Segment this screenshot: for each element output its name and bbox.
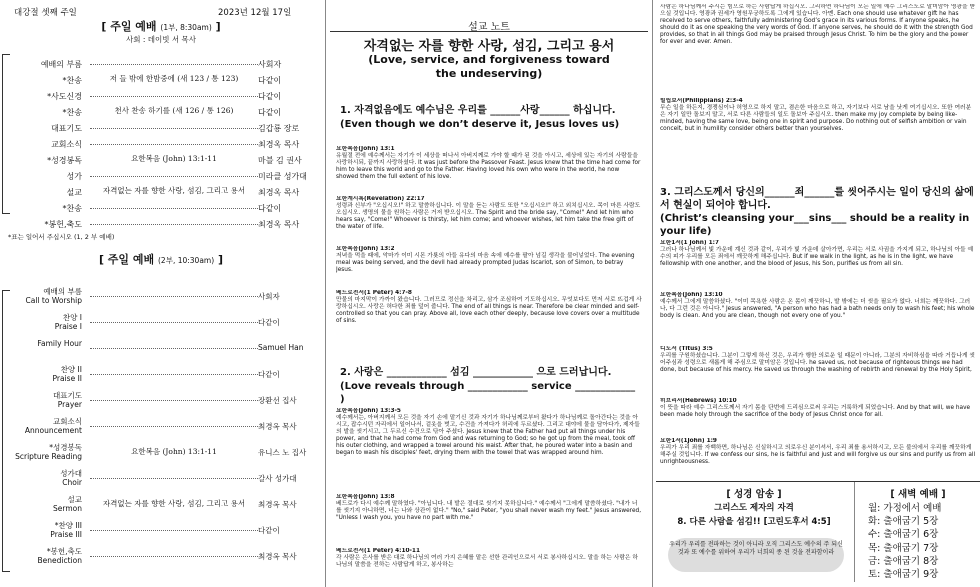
service1-item <box>0 120 322 136</box>
dawn-service-day: 목: 출애굽기 7장 <box>868 542 939 554</box>
sermon-notes-label: 설교 노트 <box>468 22 510 33</box>
service2-item <box>0 339 322 363</box>
title-divider <box>330 31 648 32</box>
service2-item <box>0 469 322 493</box>
order-leader: 갈사 성가대 <box>258 474 297 483</box>
column-divider <box>325 0 326 587</box>
verse-phil-2-3: 빌립보서(Philippians) 2:3-4 무슨 일을 하든지, 경쟁심이나 허영으로 하지 말고, 겸손한 마음으로 하고, 자기보다 서로 남을 낫게 여기십시오. 또한 여러분은 자기 일만 돌보지 말고, 서로 다른 사람들의 일도 돌보아 주십시오. then make my joy complete by being like-minded, having the same love, being one in spirit and purpose. Do nothing out of selfish ambition or vain conceit, but in humility consider others better than yourselves. <box>660 98 972 132</box>
leader-dots <box>90 478 258 479</box>
column-divider <box>652 0 653 587</box>
order-label: *찬송 <box>62 108 82 117</box>
order-label: 예배의 부름 Call to Worship <box>25 287 82 305</box>
order-label: *봉헌,축도 Benediction <box>37 547 82 565</box>
order-label: *찬송 <box>62 204 82 213</box>
service1-preacher: 사회 : 데이빗 서 목사 <box>125 35 197 44</box>
service2-item <box>0 287 322 311</box>
order-leader: 다같이 <box>258 108 282 117</box>
order-leader: 최경옥 목사 <box>258 422 297 431</box>
order-leader: 사회자 <box>258 60 282 69</box>
service2-item <box>0 547 322 571</box>
order-label: 대표기도 <box>51 124 82 133</box>
service2-item <box>0 417 322 441</box>
order-label: 대표기도 Prayer <box>53 391 82 409</box>
order-label: 설교 <box>66 188 82 197</box>
verse-john-13-1: 요한복음(John) 13:1 유월절 전에 예수께서는 자기가 이 세상을 떠나서 아버지께로 가야 할 때가 된 것을 아시고, 세상에 있는 자기의 사람들을 사랑하시되, 끝까지 사랑하셨다. It was just before the Passover Feast. Jesus knew that the time had come for him to leave this world and go to the Father. Having loved his own who were in the world, he now showed them the full extent of his love. <box>336 146 641 180</box>
verse-hebrews-10-10: 히브리서(Hebrews) 10:10 이 뜻을 따라 예수 그리스도께서 자기 몸을 단번에 드리심으로써 우리는 거룩하게 되었습니다. And by that will, we have been made holy through the sacrifice of the body of Jesus Christ once for all. <box>660 398 971 418</box>
order-label: 교회소식 Announcement <box>24 417 82 435</box>
order-leader: 다같이 <box>258 92 282 101</box>
leader-dots <box>90 348 258 349</box>
bottom-box-divider <box>854 482 855 582</box>
order-label: *성경봉독 Scripture Reading <box>15 443 82 461</box>
memorize-line2: 8. 다른 사람을 섬김!! [고린도후서 4:5] <box>677 517 831 527</box>
dawn-service-day: 월: 가정에서 예배 <box>868 503 942 514</box>
order-leader: 최경옥 목사 <box>258 500 297 509</box>
order-label: Family Hour <box>37 339 82 348</box>
service2-item <box>0 313 322 337</box>
order-label: *사도신경 <box>47 92 82 101</box>
order-leader: 최경옥 목사 <box>258 188 300 197</box>
service1-item <box>0 216 322 232</box>
service1-title: [ 주일 예배 (1부, 8:30am) ] <box>101 20 221 33</box>
order-label: 찬양 I Praise I <box>54 313 82 331</box>
order-leader: 다같이 <box>258 204 282 213</box>
memorize-verse: 우리가 우리를 전파하는 것이 아니라 오직 그리스도 예수의 주 되신 것과 또 예수를 위하여 우리가 너희의 종 된 것을 전파함이라 <box>668 538 844 572</box>
bottom-divider <box>656 481 980 482</box>
sermon-title-en: (Love, service, and forgiveness toward the undeserving) <box>368 53 610 80</box>
order-leader: 다같이 <box>258 370 280 379</box>
sermon-title-ko: 자격없는 자를 향한 사랑, 섬김, 그리고 용서 <box>363 39 615 54</box>
service1-item <box>0 104 322 120</box>
dawn-service-day: 토: 출애굽기 9장 <box>868 569 939 580</box>
verse-1peter-4-7: 베드로전서(1 Peter) 4:7-8 만물의 마지막이 가까이 왔습니다. 그러므로 정신을 차리고, 삼가 조심하여 기도하십시오. 무엇보다도 먼저 서로 뜨겁게 사랑하십시오. 사랑은 허다한 죄를 덮어 줍니다. The end of all things is near. Therefore be clear minded and self-controlled so that you can pray. Above all, love each other deeply, because love covers over a multitude of sins. <box>336 290 642 324</box>
order-leader: 다같이 <box>258 76 282 85</box>
leader-dots <box>90 374 258 375</box>
order-leader: 장환선 집사 <box>258 396 297 405</box>
order-label: 설교 Sermon <box>53 495 82 513</box>
leader-dots <box>90 176 258 177</box>
leader-dots <box>90 224 258 225</box>
order-label: *성경봉독 <box>47 156 82 165</box>
leader-dots <box>90 400 258 401</box>
order-label: *봉헌,축도 <box>44 220 82 229</box>
service2-item <box>0 391 322 415</box>
service2-item <box>0 521 322 545</box>
service1-item <box>0 88 322 104</box>
point1-en: (Even though we don’t deserve it, Jesus loves us) <box>340 119 620 130</box>
standing-note: *표는 일어서 주십시오 (1, 2 부 예배) <box>8 233 115 241</box>
service1-item <box>0 184 322 200</box>
memorize-line1: 그리스도 제자의 자격 <box>714 503 794 513</box>
order-label: 성가대 Choir <box>60 469 82 487</box>
order-detail: 요한복음 (John) 13:1-11 <box>90 153 258 164</box>
order-leader: 다같이 <box>258 318 280 327</box>
dawn-service-title: [ 새벽 예배 ] <box>890 489 946 500</box>
order-label: 성가 <box>66 172 82 181</box>
leader-dots <box>90 96 258 97</box>
verse-titus-3-5: 디도서 (Titus) 3:5 우리를 구원하셨습니다. 그분이 그렇게 하신 것은, 우리가 행한 의로운 일 때문이 아니라, 그분의 자비하심을 따라 거듭나게 씻어주심과 성령으로 새롭게 해 주심으로 말미암은 것입니다. he saved us, not because of righteous things we had done, but because of his mercy. He saved us through the washing of rebirth and renewal by the Holy Spirit, <box>660 346 976 373</box>
leader-dots <box>90 208 258 209</box>
order-leader: 마블 김 권사 <box>258 156 302 165</box>
verse-john-13-2: 요한복음(John) 13:2 저녁을 먹을 때에, 악마가 이미 시몬 가룟의 아들 유다의 마음 속에 예수를 팔아 넘길 생각을 불어넣었다. The evening meal was being served, and the devil had already prompted Judas Iscariot, son of Simon, to betray Jesus. <box>336 246 635 273</box>
order-label: *찬양 III Praise III <box>50 521 82 539</box>
sermon-notes-continued-column <box>656 0 980 587</box>
point1-ko: 1. 자격없음에도 예수님은 우리를 ______사랑______ 하십니다. <box>340 105 616 116</box>
service2-item <box>0 365 322 389</box>
service2-title: [ 주일 예배 (2부, 10:30am) ] <box>98 253 224 266</box>
order-label: 예배의 부름 <box>40 60 82 69</box>
order-leader: 미라클 성가대 <box>258 172 307 181</box>
point3-en: (Christ’s cleansing your___sins___ should be a reality in your life) <box>660 213 970 237</box>
order-detail: 저 들 밖에 한밤중에 (새 123 / 통 123) <box>90 73 258 84</box>
service1-item <box>0 136 322 152</box>
verse-1john-1-9: 요한1서(1John) 1:9 우리가 우리 죄를 자백하면, 하나님은 신실하시고 의로우신 분이셔서, 우리 죄를 용서하시고, 모든 불의에서 우리를 깨끗하게 해주실 것입니다. If we confess our sins, he is faithful and just and will forgive us our sins and purify us from all unrighteousness. <box>660 438 976 465</box>
week-label: 대강절 셋째 주일 <box>14 8 77 18</box>
verse-1peter-4-10-cont: 사람은 하나님께서 주시는 힘으로 하는 사람답게 하십시오. 그리하면 하나님이 모든 일에 예수 그리스도로 말미암아 영광을 받으실 것입니다. 영광과 권세가 영원무궁하도록 그에게 있습니다. 아멘. Each one should use whatever gift he has received to serve others, faithfully administering God’s grace in its various forms. If anyone speaks, he should do it as one speaking the very words of God. If anyone serves, he should do it with the strength God provides, so that in all things God may be praised through Jesus Christ. To him be the glory and the power for ever and ever. Amen. <box>660 4 976 45</box>
leader-dots <box>90 530 258 531</box>
order-leader: 최경옥 목사 <box>258 220 300 229</box>
leader-dots <box>90 144 258 145</box>
verse-john-13-10: 요한복음(John) 13:10 예수께서 그에게 말씀하셨다. "이미 목욕한 사람은 온 몸이 깨끗하니, 발 밖에는 더 씻을 필요가 없다. 너희는 깨끗하다. 그러나, 다 그런 것은 아니다." Jesus answered, "A person who has had a bath needs only to wash his feet; his whole body is clean. And you are clean, though not every one of you." <box>660 292 975 319</box>
order-leader: Samuel Han <box>258 343 304 352</box>
date-label: 2023년 12월 17일 <box>218 8 292 18</box>
verse-1john-1-7: 요한1서(1 John) 1:7 그러나 하나님께서 빛 가운데 계신 것과 같이, 우리가 빛 가운데 살아가면, 우리는 서로 사귐을 가지게 되고, 하나님의 아들 예수의 피가 우리를 모든 죄에서 깨끗하게 해주십니다. But if we walk in the light, as he is in the light, we have fellowship with one another, and the blood of Jesus, his Son, purifies us from all sin. <box>660 240 974 267</box>
worship-order-column <box>0 0 322 587</box>
order-detail: 천사 찬송 하기를 (새 126 / 통 126) <box>90 105 258 116</box>
point3-ko: 3. 그리스도께서 당신의______죄______를 씻어주시는 일이 당신의 삶에서 현실이 되어야 합니다. <box>660 187 974 211</box>
order-leader: 최경옥 목사 <box>258 552 297 561</box>
sermon-notes-column <box>330 0 648 587</box>
dawn-service-day: 화: 출애굽기 5장 <box>868 516 939 528</box>
leader-dots <box>90 556 258 557</box>
order-detail: 요한복음 (John) 13:1-11 <box>90 446 258 457</box>
order-detail: 자격없는 자를 향한 사랑, 섬김, 그리고 용서 <box>90 185 258 196</box>
leader-dots <box>90 128 258 129</box>
order-detail: 자격없는 자를 향한 사랑, 섬김, 그리고 용서 <box>90 498 258 509</box>
order-label: 교회소식 <box>51 140 82 149</box>
service1-item <box>0 200 322 216</box>
order-leader: 사회자 <box>258 292 280 301</box>
order-leader: 유니스 노 집사 <box>258 448 307 457</box>
point2-en: (Love reveals through ____________ service ____________ ) <box>340 381 636 405</box>
leader-dots <box>90 426 258 427</box>
leader-dots <box>90 64 258 65</box>
leader-dots <box>90 322 258 323</box>
order-leader: 최경옥 목사 <box>258 140 300 149</box>
memorize-title: [ 성경 암송 ] <box>726 489 782 500</box>
order-leader: 다같이 <box>258 526 280 535</box>
order-leader: 김갑룡 장로 <box>258 124 300 133</box>
order-label: *찬송 <box>62 76 82 85</box>
service2-item <box>0 495 322 519</box>
dawn-service-day: 수: 출애굽기 6장 <box>868 529 939 541</box>
verse-john-13-3: 요한복음(John) 13:3-5 예수께서는, 아버지께서 모든 것을 자기 손에 맡기신 것과 자기가 하나님께로부터 왔다가 하나님께로 돌아간다는 것을 아시고, 잡수시던 자리에서 일어나서, 겉옷을 벗고, 수건을 가져다가 허리에 두르셨다. 그리고 대야에 물을 담아다가, 제자들의 발을 씻기시고, 그 두르신 수건으로 닦아 주셨다. Jesus knew that the Father had put all things under his power, and that he had come from God and was returning to God; so he got up from the meal, took off his outer clothing, and wrapped a towel around his waist. After that, he poured water into a basin and began to wash his disciples' feet, drying them with the towel that was wrapped around him. <box>336 408 640 456</box>
verse-1peter-4-10: 베드로전서(1 Peter) 4:10-11 각 사람은 은사를 받은 대로 하나님의 여러 가지 은혜를 맡은 선한 관리인으로서 서로 봉사하십시오. 말을 하는 사람은 하나님의 말씀을 전하는 사람답게 하고, 봉사하는 <box>336 548 638 568</box>
service2-item <box>0 443 322 467</box>
dawn-service-day: 금: 출애굽기 8장 <box>868 555 939 567</box>
service1-item <box>0 152 322 168</box>
order-label: 찬양 II Praise II <box>52 365 82 383</box>
service1-item <box>0 72 322 88</box>
service1-item <box>0 168 322 184</box>
service1-item <box>0 56 322 72</box>
point2-ko: 2. 사랑은 ____________ 섬김 ____________ 으로 드러납니다. <box>340 367 612 378</box>
verse-john-13-8: 요한복음(John) 13:8 베드로가 다시 예수께 말하였다. "아닙니다. 내 발은 절대로 씻기지 못하십니다." 예수께서 "그에게 말씀하셨다. "내가 너를 씻기지 아니하면, 너는 나와 상관이 없다." "No," said Peter, "you shall never wash my feet." Jesus answered, "Unless I wash you, you have no part with me." <box>336 494 642 521</box>
leader-dots <box>90 296 258 297</box>
verse-rev-22-17: 요한계시록(Revelation) 22:17 성령과 신부가 "오십시오!" 하고 말씀하십니다. 이 말을 듣는 사람도 또한 "오십시오!" 하고 외치십시오. 목이 마른 사람도 오십시오. 생명의 물을 원하는 사람은 거저 받으십시오. The Spirit and the bride say, "Come!" And let him who hears say, "Come!" Whoever is thirsty, let him come; and whoever wishes, let him take the free gift of the water of life. <box>336 196 641 230</box>
